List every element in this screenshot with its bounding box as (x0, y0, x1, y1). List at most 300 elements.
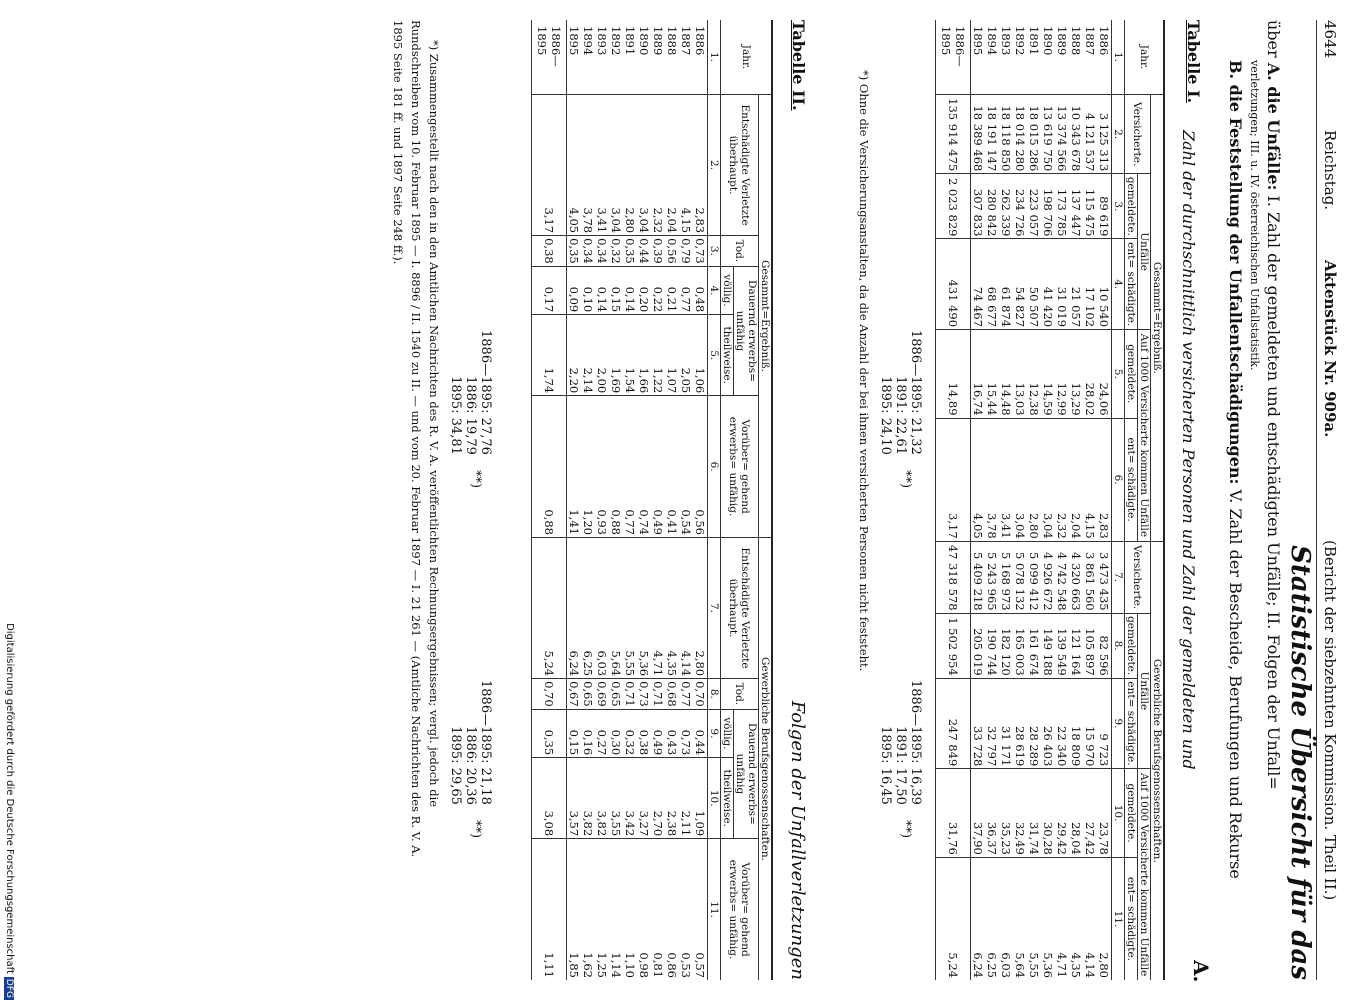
table-cell: 2,38 (665, 758, 679, 839)
table-cell: 0,32 (609, 236, 623, 267)
table-cell: 6,03 (999, 857, 1013, 980)
t2-avg-right-mark: **) (468, 820, 483, 839)
table-cell: 0,39 (651, 236, 665, 267)
table-cell: 68 677 (985, 239, 999, 330)
table-row (1027, 20, 1041, 980)
row-year: 1893 (999, 26, 1013, 56)
table-cell: 105 897 (1083, 613, 1097, 678)
table-cell: 5 078 132 (1013, 541, 1027, 613)
table-cell: 3 473 435 (1097, 541, 1112, 613)
t1-col-vers-a: Versicherte. (1125, 95, 1151, 174)
table-cell: 0,77 (679, 266, 693, 315)
table-cell: 18 191 147 (985, 95, 999, 174)
table-cell: 1,66 (637, 315, 651, 396)
page-title: Statistische Übersicht für das (1285, 545, 1315, 980)
table-cell: 4,71 (651, 537, 665, 678)
table-cell: 0,27 (595, 709, 609, 758)
table-row (651, 20, 665, 980)
t1-avg-left-mark: **) (898, 470, 913, 489)
table-cell: 121 164 (1069, 613, 1083, 678)
table-row (1083, 20, 1097, 980)
table-cell: 280 842 (985, 174, 999, 239)
table-cell: 0,49 (651, 709, 665, 758)
t2-colnum: 8. (708, 679, 721, 710)
table-cell: 2,14 (581, 315, 595, 396)
table-cell: 0,22 (651, 266, 665, 315)
table-cell: 4,15 (1083, 418, 1097, 541)
table-cell: 0,32 (623, 709, 637, 758)
table-cell: 32,49 (1013, 769, 1027, 858)
t2-colnum: 11. (708, 839, 721, 980)
table1-caption: Zahl der durchschnittlich versicherten Personen und Zahl der gemeldeten und (1179, 130, 1198, 770)
table-cell: 31,74 (1027, 769, 1041, 858)
table-cell: 18 015 286 (1027, 95, 1041, 174)
dfg-logo: DFG (4, 978, 14, 998)
table-cell: 0,65 (609, 679, 623, 710)
table-cell: 3,27 (637, 758, 651, 839)
table-cell: 28,04 (1069, 769, 1083, 858)
table-cell: 3,82 (595, 758, 609, 839)
table-cell: 21 057 (1069, 239, 1083, 330)
intro-line-2: verletzungen; III. u. IV. österreichischen Unfallstatistik. (1248, 60, 1261, 371)
table-cell: 1,06 (693, 315, 708, 396)
table2-caption: Folgen der Unfallverletzungen (787, 700, 808, 980)
table-cell: 0,68 (665, 679, 679, 710)
table-cell: 307 833 (971, 174, 986, 239)
t1-colnum: 9. (1112, 678, 1125, 769)
table-cell: 0,71 (623, 679, 637, 710)
table-cell: 115 475 (1083, 174, 1097, 239)
table-row (567, 20, 582, 980)
table-cell: 198 706 (1041, 174, 1055, 239)
table2-label: Tabelle II. (789, 20, 808, 111)
table-cell: 3,78 (985, 418, 999, 541)
table-cell: 2,11 (679, 758, 693, 839)
table-cell: 36,37 (985, 769, 999, 858)
table-cell: 223 057 (1027, 174, 1041, 239)
table-row (985, 20, 999, 980)
table-row (1097, 20, 1112, 980)
table-cell: 5,55 (1027, 857, 1041, 980)
section-a-label: A. (1189, 960, 1213, 983)
t1-colnum: 6. (1112, 418, 1125, 541)
table-cell: 0,16 (581, 709, 595, 758)
table-cell: 74 467 (971, 239, 986, 330)
table-cell: 35,23 (999, 769, 1013, 858)
total-cell: 3,17 (532, 95, 567, 236)
total-cell: 247 849 (936, 678, 971, 769)
row-year: 1887 (1083, 26, 1097, 56)
table-cell: 12,38 (1027, 330, 1041, 419)
t2-col-dauernd-b: Dauernd erwerbs= unfähig (734, 709, 759, 838)
table-cell: 3,04 (1013, 418, 1027, 541)
table-cell: 1,54 (623, 315, 637, 396)
table-cell: 2,80 (623, 95, 637, 236)
t2-col-tod-a: Tod. (721, 236, 759, 267)
table-cell: 0,67 (567, 679, 582, 710)
table-cell: 10 540 (1097, 239, 1112, 330)
table-cell: 16,74 (971, 330, 986, 419)
table-cell: 0,14 (623, 266, 637, 315)
table-cell: 0,79 (679, 236, 693, 267)
table-cell: 6,24 (567, 537, 582, 678)
t1-col-unfaelle-b: Unfälle (1138, 613, 1151, 769)
table-cell: 0,20 (637, 266, 651, 315)
table-cell: 6,25 (581, 537, 595, 678)
table-row (595, 20, 609, 980)
table-cell: 2,83 (1097, 418, 1112, 541)
t1-col-unfaelle-a: Unfälle (1138, 174, 1151, 330)
total-label: 1886—1895 (939, 26, 967, 67)
t1-col-ent-a2: ent= schädigte. (1125, 418, 1138, 541)
table-cell: 4,05 (971, 418, 986, 541)
table-cell: 4,71 (1055, 857, 1069, 980)
table-cell: 3 125 313 (1097, 95, 1112, 174)
table-cell: 2,00 (595, 315, 609, 396)
table-cell: 0,15 (567, 709, 582, 758)
table-cell: 2,83 (693, 95, 708, 236)
table-cell: 0,74 (637, 396, 651, 538)
table-cell: 54 827 (1013, 239, 1027, 330)
table-cell: 32 797 (985, 678, 999, 769)
table-row (999, 20, 1013, 980)
table-cell: 28 289 (1027, 678, 1041, 769)
table-cell: 205 019 (971, 613, 986, 678)
t2-col-theil-b: theilweise. (721, 758, 734, 839)
row-year: 1888 (1069, 26, 1083, 56)
table-cell: 5 243 965 (985, 541, 999, 613)
table-cell: 0,34 (595, 236, 609, 267)
t1-colnum: 11. (1112, 857, 1125, 980)
table-cell: 2,80 (1097, 857, 1112, 980)
row-year: 1895 (567, 26, 581, 56)
table-cell: 24,06 (1097, 330, 1112, 419)
table1 (935, 20, 1165, 980)
table-cell: 1,09 (693, 758, 708, 839)
total-cell: 3,08 (532, 758, 567, 839)
table-cell: 0,44 (637, 236, 651, 267)
table-cell: 3,82 (581, 758, 595, 839)
row-year: 1889 (1055, 26, 1069, 56)
table-cell: 13 374 566 (1055, 95, 1069, 174)
total-cell: 3,17 (936, 418, 971, 541)
table-cell: 13,03 (1013, 330, 1027, 419)
table-cell: 41 420 (1041, 239, 1055, 330)
table-cell: 6,03 (595, 537, 609, 678)
page-number: 4644 (1321, 20, 1339, 59)
table-cell: 5,36 (1041, 857, 1055, 980)
total-cell: 1,11 (532, 839, 567, 980)
total-cell: 47 318 578 (936, 541, 971, 613)
t1-colnum: 5. (1112, 330, 1125, 419)
table-cell: 3,04 (1041, 418, 1055, 541)
table-cell: 0,53 (679, 839, 693, 980)
total-label: 1886—1895 (535, 26, 563, 67)
table-cell: 14,48 (999, 330, 1013, 419)
table-cell: 4,14 (1083, 857, 1097, 980)
table-row (1013, 20, 1027, 980)
table-cell: 0,35 (623, 236, 637, 267)
table-cell: 0,21 (665, 266, 679, 315)
total-cell: 2 023 829 (936, 174, 971, 239)
table-cell: 5 409 218 (971, 541, 986, 613)
table-cell: 1,07 (665, 315, 679, 396)
table-cell: 3,55 (609, 758, 623, 839)
t1-colnum: 10. (1112, 769, 1125, 858)
t1-col-gem-a: gemeldete. (1125, 174, 1138, 239)
table-cell: 0,41 (665, 396, 679, 538)
t1-col-ent-b: ent= schädigte. (1125, 678, 1138, 769)
t1-col-vers-b: Versicherte. (1125, 541, 1151, 613)
t1-group-gesamt: Gesammt=Ergebniß. (1151, 95, 1165, 542)
table-cell: 1,69 (609, 315, 623, 396)
total-cell: 14,89 (936, 330, 971, 419)
table-total-row (936, 20, 971, 980)
table-cell: 15 970 (1083, 678, 1097, 769)
table-cell: 0,44 (693, 709, 708, 758)
total-cell: 135 914 475 (936, 95, 971, 174)
row-year: 1889 (651, 26, 665, 56)
total-cell: 1,74 (532, 315, 567, 396)
t1-col-jahr: Jahr. (1138, 44, 1150, 70)
table-cell: 0,57 (693, 839, 708, 980)
total-cell: 31,76 (936, 769, 971, 858)
table-row (971, 20, 986, 980)
table-cell: 1,14 (609, 839, 623, 980)
table-cell: 1,22 (651, 315, 665, 396)
table-cell: 149 188 (1041, 613, 1055, 678)
t2-col-jahr: Jahr. (740, 44, 752, 70)
table-cell: 2,04 (665, 95, 679, 236)
t2-col-tod-b: Tod. (721, 679, 759, 710)
row-year: 1895 (971, 26, 985, 56)
total-cell: 431 490 (936, 239, 971, 330)
table-cell: 161 674 (1027, 613, 1041, 678)
table-cell: 2,32 (1055, 418, 1069, 541)
t2-col-dauernd-a: Dauernd erwerbs= unfähig (734, 266, 759, 395)
table-cell: 0,98 (637, 839, 651, 980)
table-cell: 0,34 (581, 236, 595, 267)
table-cell: 37,90 (971, 769, 986, 858)
table-cell: 3,04 (637, 95, 651, 236)
table-cell: 5,64 (609, 537, 623, 678)
t2-colnum: 9. (708, 709, 721, 758)
t1-col-auf1000-a: Auf 1000 Versicherte kommen Unfälle (1138, 330, 1151, 542)
row-year: 1892 (609, 26, 623, 56)
table-cell: 29,42 (1055, 769, 1069, 858)
table-cell: 2,20 (567, 315, 582, 396)
table-row (1041, 20, 1055, 980)
t2-colnum: 5. (708, 315, 721, 396)
table-cell: 1,25 (595, 839, 609, 980)
table-cell: 2,05 (679, 315, 693, 396)
publication-name: Reichstag. (1321, 130, 1339, 211)
table-cell: 4,35 (1069, 857, 1083, 980)
table-cell: 61 874 (999, 239, 1013, 330)
t2-colnum: 2. (708, 95, 721, 236)
t2-avg-left: 1886—1895: 27,76 1886: 19,79 1895: 34,81 (448, 330, 493, 455)
row-year: 1894 (985, 26, 999, 56)
total-cell: 5,24 (532, 537, 567, 678)
t1-col-ent-a: ent= schädigte. (1125, 239, 1138, 330)
table-cell: 2,04 (1069, 418, 1083, 541)
t2-col-vorueber-a: Vorüber= gehend erwerbs= unfähig. (721, 396, 759, 538)
table-cell: 0,86 (665, 839, 679, 980)
table-cell: 0,30 (609, 709, 623, 758)
table-cell: 31 171 (999, 678, 1013, 769)
table-cell: 5,36 (637, 537, 651, 678)
table-cell: 18 389 468 (971, 95, 986, 174)
intro-line-1: über A. die Unfälle: I. Zahl der gemeldeten und entschädigten Unfälle; II. Folgen der Unfall= (1264, 20, 1283, 790)
t1-colnum: 1. (1112, 51, 1124, 63)
t2-avg-right: 1886—1895: 21,18 1886: 20,36 1895: 29,65 (448, 680, 493, 805)
t1-colnum: 2. (1112, 95, 1125, 174)
table-cell: 0,54 (679, 396, 693, 538)
table-cell: 0,38 (637, 709, 651, 758)
table-cell: 12,99 (1055, 330, 1069, 419)
table-cell: 2,70 (651, 758, 665, 839)
row-year: 1893 (595, 26, 609, 56)
table-cell: 165 003 (1013, 613, 1027, 678)
table-cell: 0,73 (637, 679, 651, 710)
t2-avg-left-mark: **) (468, 470, 483, 489)
report-reference: (Bericht der siebzehnten Kommission. Theil II.) (1321, 540, 1339, 901)
table-row (623, 20, 637, 980)
total-cell: 0,88 (532, 396, 567, 538)
table-row (1069, 20, 1083, 980)
table-cell: 17 102 (1083, 239, 1097, 330)
row-year: 1894 (581, 26, 595, 56)
t2-col-voellig-a: völlig. (721, 266, 734, 315)
table-cell: 0,43 (665, 709, 679, 758)
row-year: 1886 (1097, 26, 1111, 56)
t1-footnote: *) Ohne die Versicherungsanstalten, da die Anzahl der bei ihnen versicherten Personen nicht feststeht. (857, 70, 871, 672)
table-cell: 10 343 678 (1069, 95, 1083, 174)
table-cell: 173 785 (1055, 174, 1069, 239)
t2-group-gewerb: Gewerbliche Berufsgenossenschaften. (759, 537, 773, 980)
table-cell: 0,73 (693, 236, 708, 267)
table-cell: 3,41 (999, 418, 1013, 541)
table-cell: 4 320 663 (1069, 541, 1083, 613)
table-cell: 27,42 (1083, 769, 1097, 858)
total-cell: 0,38 (532, 236, 567, 267)
table-cell: 4 121 537 (1083, 95, 1097, 174)
table-cell: 0,93 (595, 396, 609, 538)
page-header (1316, 20, 1341, 980)
table-cell: 14,59 (1041, 330, 1055, 419)
table-cell: 182 120 (999, 613, 1013, 678)
t2-colnum: 7. (708, 537, 721, 678)
table-cell: 262 339 (999, 174, 1013, 239)
table-cell: 234 726 (1013, 174, 1027, 239)
table-cell: 1,41 (567, 396, 582, 538)
table-cell: 82 596 (1097, 613, 1112, 678)
t1-colnum: 4. (1112, 239, 1125, 330)
t1-col-auf1000-b: Auf 1000 Versicherte kommen Unfälle (1138, 769, 1151, 980)
t2-group-gesamt: Gesammt=Ergebniß. (759, 95, 773, 538)
table-row (581, 20, 595, 980)
total-cell: 5,24 (936, 857, 971, 980)
table-cell: 0,56 (693, 396, 708, 538)
total-cell: 0,35 (532, 709, 567, 758)
table-cell: 18 014 280 (1013, 95, 1027, 174)
table-cell: 5,55 (623, 537, 637, 678)
table-cell: 31 019 (1055, 239, 1069, 330)
table-cell: 3,57 (567, 758, 582, 839)
table-cell: 2,32 (651, 95, 665, 236)
table-cell: 0,73 (679, 709, 693, 758)
t2-col-vorueber-b: Vorüber= gehend erwerbs= unfähig. (721, 839, 759, 980)
table-row (609, 20, 623, 980)
t1-col-ent-b2: ent= schädigte. (1125, 857, 1138, 980)
table-cell: 28,02 (1083, 330, 1097, 419)
table2 (531, 20, 773, 980)
table-cell: 0,49 (651, 396, 665, 538)
table-cell: 13 619 750 (1041, 95, 1055, 174)
table-cell: 0,71 (651, 679, 665, 710)
table-row (1055, 20, 1069, 980)
table-cell: 4 742 548 (1055, 541, 1069, 613)
table-cell: 26 403 (1041, 678, 1055, 769)
table-cell: 0,65 (581, 679, 595, 710)
row-year: 1891 (623, 26, 637, 56)
t2-col-verl-a: Entschädigte Verletzte überhaupt. (721, 95, 759, 236)
row-year: 1887 (679, 26, 693, 56)
table-cell: 0,15 (609, 266, 623, 315)
table-cell: 5 099 412 (1027, 541, 1041, 613)
t1-colnum: 3. (1112, 174, 1125, 239)
t2-colnum: 4. (708, 266, 721, 315)
table-cell: 0,77 (679, 679, 693, 710)
table-cell: 15,44 (985, 330, 999, 419)
table-cell: 1,10 (623, 839, 637, 980)
t1-colnum: 8. (1112, 613, 1125, 678)
row-year: 1892 (1013, 26, 1027, 56)
t1-col-gem-a2: gemeldete. (1125, 330, 1138, 419)
t1-colnum: 7. (1112, 541, 1125, 613)
t1-col-gem-b2: gemeldete. (1125, 769, 1138, 858)
total-cell: 1 502 954 (936, 613, 971, 678)
table-total-row (532, 20, 567, 980)
table-cell: 139 549 (1055, 613, 1069, 678)
table-cell: 0,69 (595, 679, 609, 710)
row-year: 1891 (1027, 26, 1041, 56)
table-cell: 89 619 (1097, 174, 1112, 239)
digitization-credit: Digitalisierung gefördert durch die Deutsche ForschungsgemeinschaftDFG (4, 623, 15, 998)
table1-label: Tabelle I. (1184, 20, 1203, 104)
t1-avg-left: 1886—1895: 21,32 1891: 22,61 1895: 24,10 (878, 330, 923, 455)
table-cell: 4,05 (567, 95, 582, 236)
table-cell: 0,10 (581, 266, 595, 315)
table-cell: 33 728 (971, 678, 986, 769)
table-cell: 3,41 (595, 95, 609, 236)
t1-avg-right-mark: **) (898, 820, 913, 839)
table-cell: 50 507 (1027, 239, 1041, 330)
table-cell: 5 168 973 (999, 541, 1013, 613)
row-year: 1886 (693, 26, 707, 56)
table-cell: 0,14 (595, 266, 609, 315)
table-cell: 2,80 (1027, 418, 1041, 541)
table-cell: 4,14 (679, 537, 693, 678)
table-cell: 4,35 (665, 537, 679, 678)
t2-colnum: 1. (708, 51, 720, 63)
table-cell: 0,56 (665, 236, 679, 267)
table-cell: 6,25 (985, 857, 999, 980)
table-cell: 6,24 (971, 857, 986, 980)
t2-col-theil-a: theilweise. (721, 315, 734, 396)
table-cell: 23,78 (1097, 769, 1112, 858)
table-cell: 4,15 (679, 95, 693, 236)
